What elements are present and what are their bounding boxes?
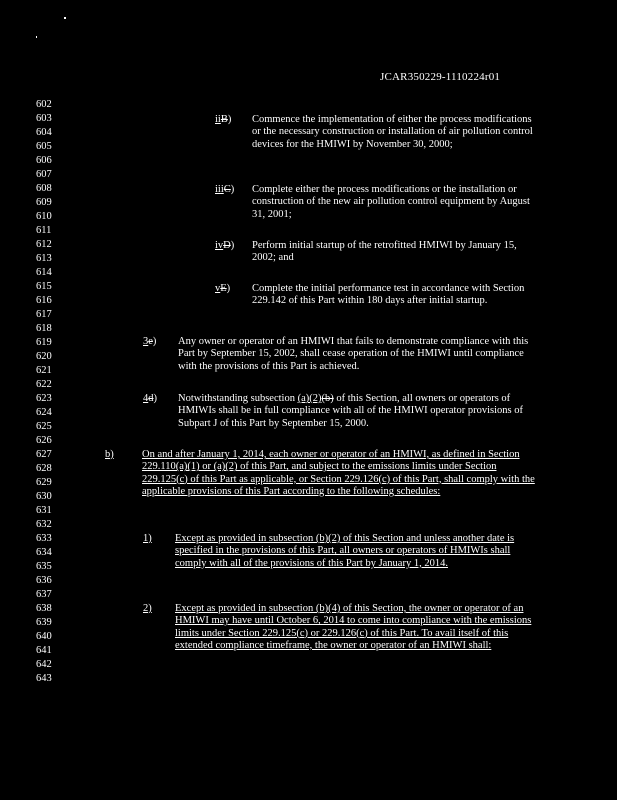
section-label: b) <box>105 449 114 460</box>
line-number: 614 <box>36 267 52 278</box>
item-label: 4d) <box>143 393 157 404</box>
line-number: 627 <box>36 449 52 460</box>
line-number: 633 <box>36 533 52 544</box>
item-label: ivD) <box>215 240 235 251</box>
line-number: 634 <box>36 547 52 558</box>
item-label: 2) <box>143 603 152 614</box>
item-label: 1) <box>143 533 152 544</box>
line-number: 623 <box>36 393 52 404</box>
paragraph: Notwithstanding subsection (a)(2)(b) of this Section, all owners or operators of HMIWIs shall be in full compliance with all of the HMIWI operator provisions of Subpart J of this Part by September 15, 2000. <box>178 393 523 429</box>
paragraph: On and after January 1, 2014, each owner or operator of an HMIWI, as defined in Section 229.110(a)(1) or (a)(2) of this Part, and subject to the emissions limits under Section 229.125(c) of this Part as applicable, or Section 229.126(c) of this Part, shall comply with the applicable provisions of this Part according to the following schedules: <box>142 449 535 497</box>
line-number: 625 <box>36 421 52 432</box>
line-number: 629 <box>36 477 52 488</box>
line-number: 619 <box>36 337 52 348</box>
line-number: 617 <box>36 309 52 320</box>
line-number: 605 <box>36 141 52 152</box>
document-id: JCAR350229-1110224r01 <box>380 71 501 83</box>
line-number: 603 <box>36 113 52 124</box>
line-number: 602 <box>36 99 52 110</box>
line-number: 632 <box>36 519 52 530</box>
line-number: 642 <box>36 659 52 670</box>
line-number: 621 <box>36 365 52 376</box>
item-label: iiiC) <box>215 184 235 195</box>
line-number: 639 <box>36 617 52 628</box>
scan-speck <box>64 17 66 19</box>
line-number: 640 <box>36 631 52 642</box>
line-number: 628 <box>36 463 52 474</box>
line-number: 613 <box>36 253 52 264</box>
line-number: 626 <box>36 435 52 446</box>
paragraph: Complete either the process modifications or the installation or construction of the new air pollution control equipment by August 31, 2001; <box>252 184 530 220</box>
line-number: 609 <box>36 197 52 208</box>
line-number: 637 <box>36 589 52 600</box>
item-label: 3e) <box>143 336 157 347</box>
item-label: vE) <box>215 283 231 294</box>
line-number: 624 <box>36 407 52 418</box>
line-number: 611 <box>36 225 52 236</box>
line-number: 638 <box>36 603 52 614</box>
line-number: 608 <box>36 183 52 194</box>
line-number: 616 <box>36 295 52 306</box>
line-number: 604 <box>36 127 52 138</box>
line-number: 635 <box>36 561 52 572</box>
line-number: 643 <box>36 673 52 684</box>
line-number: 618 <box>36 323 52 334</box>
line-number: 622 <box>36 379 52 390</box>
paragraph: Perform initial startup of the retrofitted HMIWI by January 15, 2002; and <box>252 240 517 264</box>
line-number: 606 <box>36 155 52 166</box>
paragraph: Complete the initial performance test in accordance with Section 229.142 of this Part within 180 days after initial startup. <box>252 283 525 307</box>
item-label: iiB) <box>215 114 232 125</box>
line-number: 607 <box>36 169 52 180</box>
line-number: 610 <box>36 211 52 222</box>
line-number: 612 <box>36 239 52 250</box>
line-number: 620 <box>36 351 52 362</box>
line-number: 636 <box>36 575 52 586</box>
paragraph: Commence the implementation of either the process modifications or the necessary construction or installation of air pollution control devices for the HMIWI by November 30, 2000; <box>252 114 533 150</box>
paragraph: Any owner or operator of an HMIWI that fails to demonstrate compliance with this Part by September 15, 2002, shall cease operation of the HMIWI until compliance with the provisions of this Part is achieved. <box>178 336 529 372</box>
scan-speck <box>36 36 37 38</box>
line-number: 615 <box>36 281 52 292</box>
paragraph: Except as provided in subsection (b)(4) of this Section, the owner or operator of an HMIWI may have until October 6, 2014 to come into compliance with the emissions limits under Section 229.125(c) or 229.126(c) of this Part. To avail itself of this extended compliance timeframe, the owner or operator of an HMIWI shall: <box>175 603 532 651</box>
line-number: 641 <box>36 645 52 656</box>
line-number: 630 <box>36 491 52 502</box>
paragraph: Except as provided in subsection (b)(2) of this Section and unless another date is specified in the provisions of this Part, all owners or operators of HMIWIs shall comply with all of the provisions of this Part by January 1, 2014. <box>175 533 515 569</box>
line-number: 631 <box>36 505 52 516</box>
